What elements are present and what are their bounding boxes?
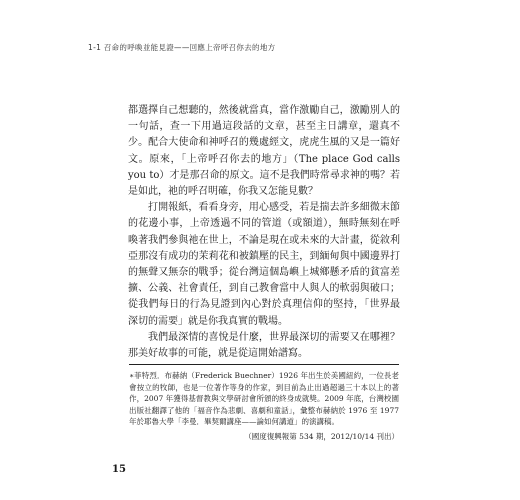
paragraph-2: 打開報紙，看看身旁，用心感受，若是揣去許多細微末節的花邊小事，上帝透過不同的管道（或額道），無時無刻在呼喚著我們參與祂在世上，不論是現在或未來的大計畫，從敘利亞那沒有成功的茉莉花和被鎮壓的民主，到緬甸與中國邊界打的無聲又無奈的戰爭；從台灣這個島嶼上城鄉懸矛盾的貧富差擴、公義、社會責任，到自己教會當中人與人的軟弱與破口；從我們每日的行為見證到內心對於真理信仰的堅持，「世界最深切的需要」就是你我真實的戰場。 <box>128 202 400 327</box>
footnote <box>129 370 399 443</box>
main-text <box>128 103 400 362</box>
page-number: 15 <box>112 464 126 475</box>
footnote-divider <box>129 364 399 365</box>
footnote-citation: （國度復興報第 534 期，2012/10/14 刊出） <box>244 431 399 441</box>
paragraph-3: 我們最深情的喜悅是什麼，世界最深切的需要又在哪裡？那美好故事的可能，就是從這開始譜寫。 <box>128 331 400 360</box>
footnote-text: ∗菲特烈．布赫納（Frederick Buechner）1926 年出生於美國紐約，一位長老會按立的牧師，也是一位著作等身的作家，到目前為止出過超過三十本以上的著作，2007 年獲得基督教與文學研討會所頒的終身成就獎。2009 年底，台灣校園出版社翻譯了他的「福音作為悲劇、喜劇和童話」，彙整布赫納於 1976 至 1977 年於耶魯大學「李曼．畢契爾講座——論如何講道」的演講稿。 <box>129 371 399 427</box>
paragraph-1: 都選擇自己想聽的，然後就當真，當作激勵自己，激勵別人的一句話，查一下用過這段話的文章，甚至主日講章，還真不少。配合大使命和神呼召的幾處經文，虎虎生風的又是一篇好文。原來，「上帝呼召你去的地方」（The place God calls you to）才是那召命的原文。這不是我們時常尋求神的嗎？若是如此，祂的呼召明確，你我又怎能見數？ <box>128 105 400 198</box>
running-header: 1-1 召命的呼喚並能見證——回應上帝呼召你去的地方 <box>88 43 276 52</box>
